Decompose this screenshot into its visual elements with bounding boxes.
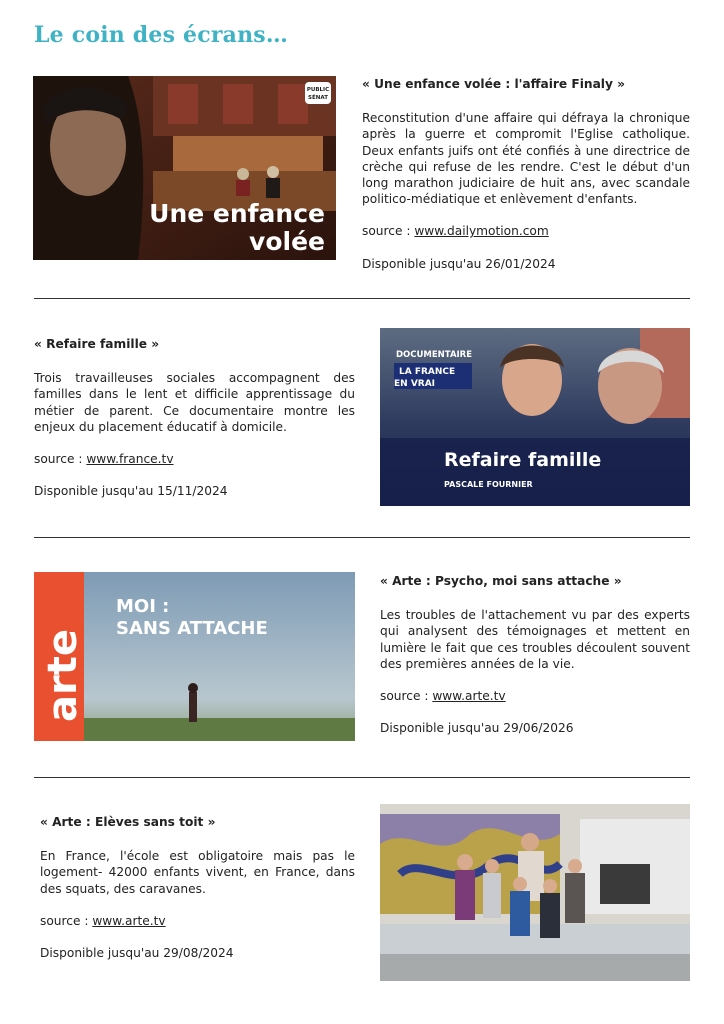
item-availability: Disponible jusqu'au 29/06/2026	[380, 721, 574, 736]
source-link[interactable]: www.dailymotion.com	[414, 224, 549, 239]
item-description: En France, l'école est obligatoire mais pas le logement- 42000 enfants vivent, en France, dans des squats, des caravanes.	[40, 849, 355, 896]
source-link[interactable]: www.france.tv	[86, 452, 174, 467]
divider	[34, 537, 690, 538]
finaly-text-block	[362, 76, 690, 288]
item-title: « Une enfance volée : l'affaire Finaly »	[362, 77, 626, 91]
item-title: « Refaire famille »	[34, 337, 160, 351]
source-link[interactable]: www.arte.tv	[432, 689, 506, 704]
finaly-thumbnail[interactable]	[33, 76, 336, 260]
item-source: source : www.france.tv	[34, 452, 174, 467]
item-availability: Disponible jusqu'au 26/01/2024	[362, 256, 556, 271]
doc-tag: DOCUMENTAIRE	[396, 350, 473, 360]
item-title: « Arte : Elèves sans toit »	[40, 815, 216, 829]
refaire-text-block	[34, 336, 355, 515]
divider	[34, 298, 690, 299]
source-link[interactable]: www.arte.tv	[92, 913, 166, 928]
psycho-thumbnail[interactable]	[34, 572, 355, 741]
page-title: Le coin des écrans…	[34, 22, 289, 48]
public-senat-logo	[305, 82, 331, 104]
psycho-overlay-line1: MOI :	[116, 596, 170, 617]
finaly-overlay-line1: Une enfance	[149, 199, 325, 228]
psycho-text-block	[380, 573, 690, 752]
refaire-author: PASCALE FOURNIER	[444, 480, 533, 489]
item-source: source : www.dailymotion.com	[362, 224, 549, 239]
item-description: Trois travailleuses sociales accompagnent des familles dans le lent et difficile apprentissage du métier de parent. Ce documentaire montre les enjeux du placement éducatif à domicile.	[34, 371, 355, 434]
svg-text:SÉNAT: SÉNAT	[308, 95, 328, 101]
item-source: source : www.arte.tv	[40, 913, 166, 928]
item-source: source : www.arte.tv	[380, 689, 506, 704]
svg-text:EN VRAI: EN VRAI	[394, 379, 436, 389]
item-title: « Arte : Psycho, moi sans attache »	[380, 574, 622, 588]
eleves-thumbnail[interactable]	[380, 804, 690, 981]
item-description: Les troubles de l'attachement vu par des experts qui analysent des témoignages et mettent en lumière le fait que ces troubles découlent souvent des premières années de la vie.	[380, 608, 690, 671]
divider	[34, 777, 690, 778]
eleves-text-block	[40, 814, 355, 977]
refaire-thumbnail[interactable]	[380, 328, 690, 506]
finaly-overlay-line2: volée	[249, 227, 325, 256]
refaire-overlay-title: Refaire famille	[444, 449, 602, 471]
item-availability: Disponible jusqu'au 15/11/2024	[34, 484, 228, 499]
arte-logo: arte	[40, 629, 86, 722]
svg-text:LA FRANCE: LA FRANCE	[399, 367, 456, 377]
item-availability: Disponible jusqu'au 29/08/2024	[40, 946, 234, 961]
item-description: Reconstitution d'une affaire qui défraya la chronique après la guerre et compromit l'Eglise catholique. Deux enfants juifs ont été confiés à une directrice de crèche qui refuse de les rendre. C'est le début d'un long marathon judiciaire de huit ans, avec scandale politico-médiatique et enlèvement d'enfants.	[362, 111, 690, 207]
svg-text:PUBLIC: PUBLIC	[306, 87, 330, 93]
psycho-overlay-line2: SANS ATTACHE	[116, 618, 268, 639]
